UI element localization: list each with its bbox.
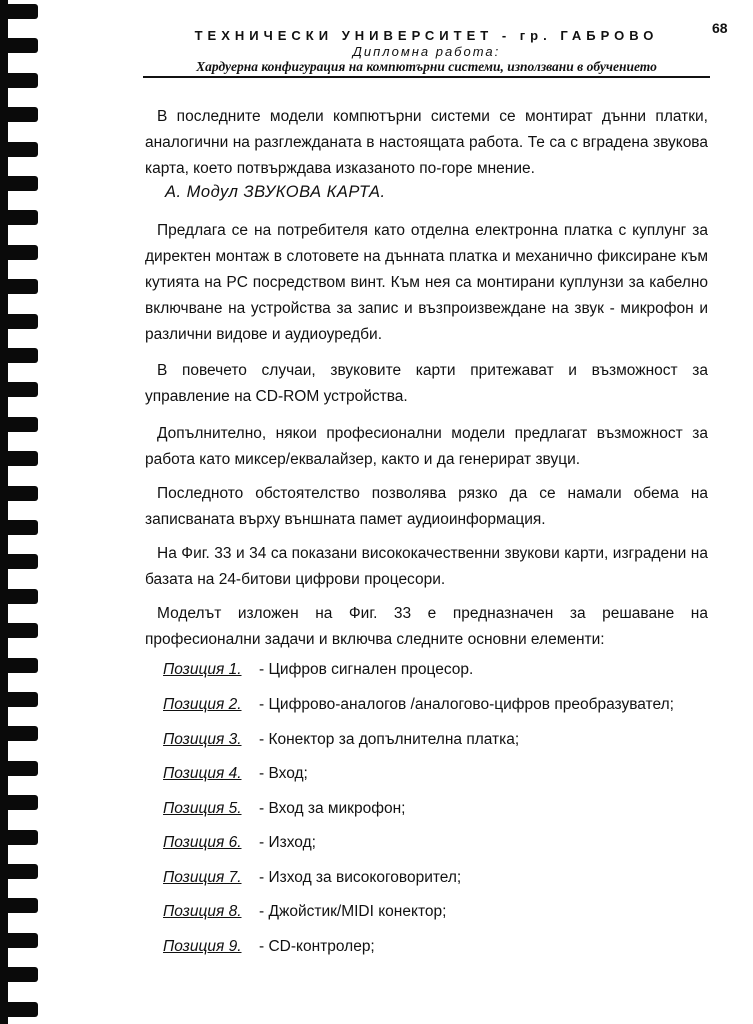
- paragraph-text: В последните модели компютърни системи се монтират дънни платки, аналогични на разглежданата в настоящата работа. Те са с вградена звукова карта, което потвърждава изказаното по-горе мнение.: [145, 108, 708, 177]
- list-item: [163, 661, 473, 679]
- binding-tooth: [0, 73, 38, 88]
- binding-tooth: [0, 417, 38, 432]
- binding-tooth: [0, 898, 38, 913]
- thesis-label: Дипломна работа:: [352, 44, 501, 59]
- position-label: Позиция 7.: [163, 869, 242, 886]
- list-item: [163, 800, 405, 818]
- binding-tooth: [0, 795, 38, 810]
- paragraph-text: Последното обстоятелство позволява рязко да се намали обема на записваната върху външната памет аудиоинформация.: [145, 485, 708, 528]
- binding-tooth: [0, 967, 38, 982]
- position-label: Позиция 8.: [163, 903, 242, 920]
- thesis-subject: Хардуерна конфигурация на компютърни системи, използвани в обучението: [196, 59, 657, 74]
- position-label: Позиция 2.: [163, 696, 242, 713]
- position-description: - Цифров сигнален процесор.: [259, 661, 474, 678]
- section-heading: А. Модул ЗВУКОВА КАРТА.: [165, 183, 386, 201]
- binding-tooth: [0, 830, 38, 845]
- list-item: [163, 903, 446, 921]
- binding-tooth: [0, 348, 38, 363]
- position-description: - Вход за микрофон;: [259, 800, 406, 817]
- binding-tooth: [0, 210, 38, 225]
- binding-tooth: [0, 451, 38, 466]
- position-description: - CD-контролер;: [259, 938, 375, 955]
- list-item: [163, 834, 316, 852]
- binding-tooth: [0, 554, 38, 569]
- paragraph-text: Моделът изложен на Фиг. 33 е предназначен за решаване на професионални задачи и включва следните основни елементи:: [145, 605, 708, 648]
- binding-tooth: [0, 589, 38, 604]
- paragraph-4: [145, 481, 708, 533]
- binding-comb: [0, 0, 40, 1024]
- position-label: Позиция 9.: [163, 938, 242, 955]
- position-description: - Вход;: [259, 765, 308, 782]
- list-item: [163, 731, 519, 749]
- binding-tooth: [0, 623, 38, 638]
- binding-tooth: [0, 933, 38, 948]
- position-description: - Цифрово-аналогов /аналогово-цифров преобразувател;: [259, 696, 674, 713]
- position-description: - Изход;: [259, 834, 316, 851]
- paragraph-text: Предлага се на потребителя като отделна електронна платка с куплунг за директен монтаж в слотовете на дънната платка и механично фиксиране към кутията на PC посредством винт. Към нея са монтирани куплунзи за кабелно включване на устройства за запис и възпроизвеждане на звук - микрофон и различни видове и аудиоуредби.: [145, 222, 708, 343]
- position-label: Позиция 4.: [163, 765, 242, 782]
- list-item: [163, 765, 308, 783]
- paragraph-text: На Фиг. 33 и 34 са показани висококачественни звукови карти, изградени на базата на 24-битови цифрови процесори.: [145, 545, 708, 588]
- list-item: [163, 869, 461, 887]
- page-number: 68: [712, 20, 728, 36]
- binding-tooth: [0, 176, 38, 191]
- binding-tooth: [0, 107, 38, 122]
- binding-tooth: [0, 142, 38, 157]
- binding-tooth: [0, 38, 38, 53]
- paragraph-2: [145, 358, 708, 410]
- university-name: ТЕХНИЧЕСКИ УНИВЕРСИТЕТ - гр. ГАБРОВО: [194, 28, 659, 43]
- page-header: [143, 28, 710, 75]
- intro-paragraph: [145, 104, 708, 182]
- binding-tooth: [0, 4, 38, 19]
- binding-tooth: [0, 761, 38, 776]
- header-rule: [143, 76, 710, 78]
- paragraph-text: Допълнително, някои професионални модели предлагат възможност за работа като миксер/еквалайзер, както и да генерират звуци.: [145, 425, 708, 468]
- position-label: Позиция 1.: [163, 661, 242, 678]
- position-label: Позиция 5.: [163, 800, 242, 817]
- position-description: - Изход за високоговорител;: [259, 869, 462, 886]
- paragraph-3: [145, 421, 708, 473]
- binding-tooth: [0, 314, 38, 329]
- position-label: Позиция 6.: [163, 834, 242, 851]
- position-description: - Конектор за допълнителна платка;: [259, 731, 520, 748]
- position-label: Позиция 3.: [163, 731, 242, 748]
- binding-tooth: [0, 692, 38, 707]
- binding-tooth: [0, 1002, 38, 1017]
- binding-tooth: [0, 658, 38, 673]
- binding-tooth: [0, 726, 38, 741]
- binding-tooth: [0, 864, 38, 879]
- list-item: [163, 938, 375, 956]
- paragraph-1: [145, 218, 708, 348]
- paragraph-5: [145, 541, 708, 593]
- position-description: - Джойстик/MIDI конектор;: [259, 903, 447, 920]
- binding-tooth: [0, 245, 38, 260]
- paragraph-6: [145, 601, 708, 653]
- binding-tooth: [0, 279, 38, 294]
- paragraph-text: В повечето случаи, звуковите карти притежават и възможност за управление на CD-ROM устройства.: [145, 362, 708, 405]
- list-item: [163, 696, 674, 714]
- binding-tooth: [0, 382, 38, 397]
- binding-tooth: [0, 486, 38, 501]
- binding-tooth: [0, 520, 38, 535]
